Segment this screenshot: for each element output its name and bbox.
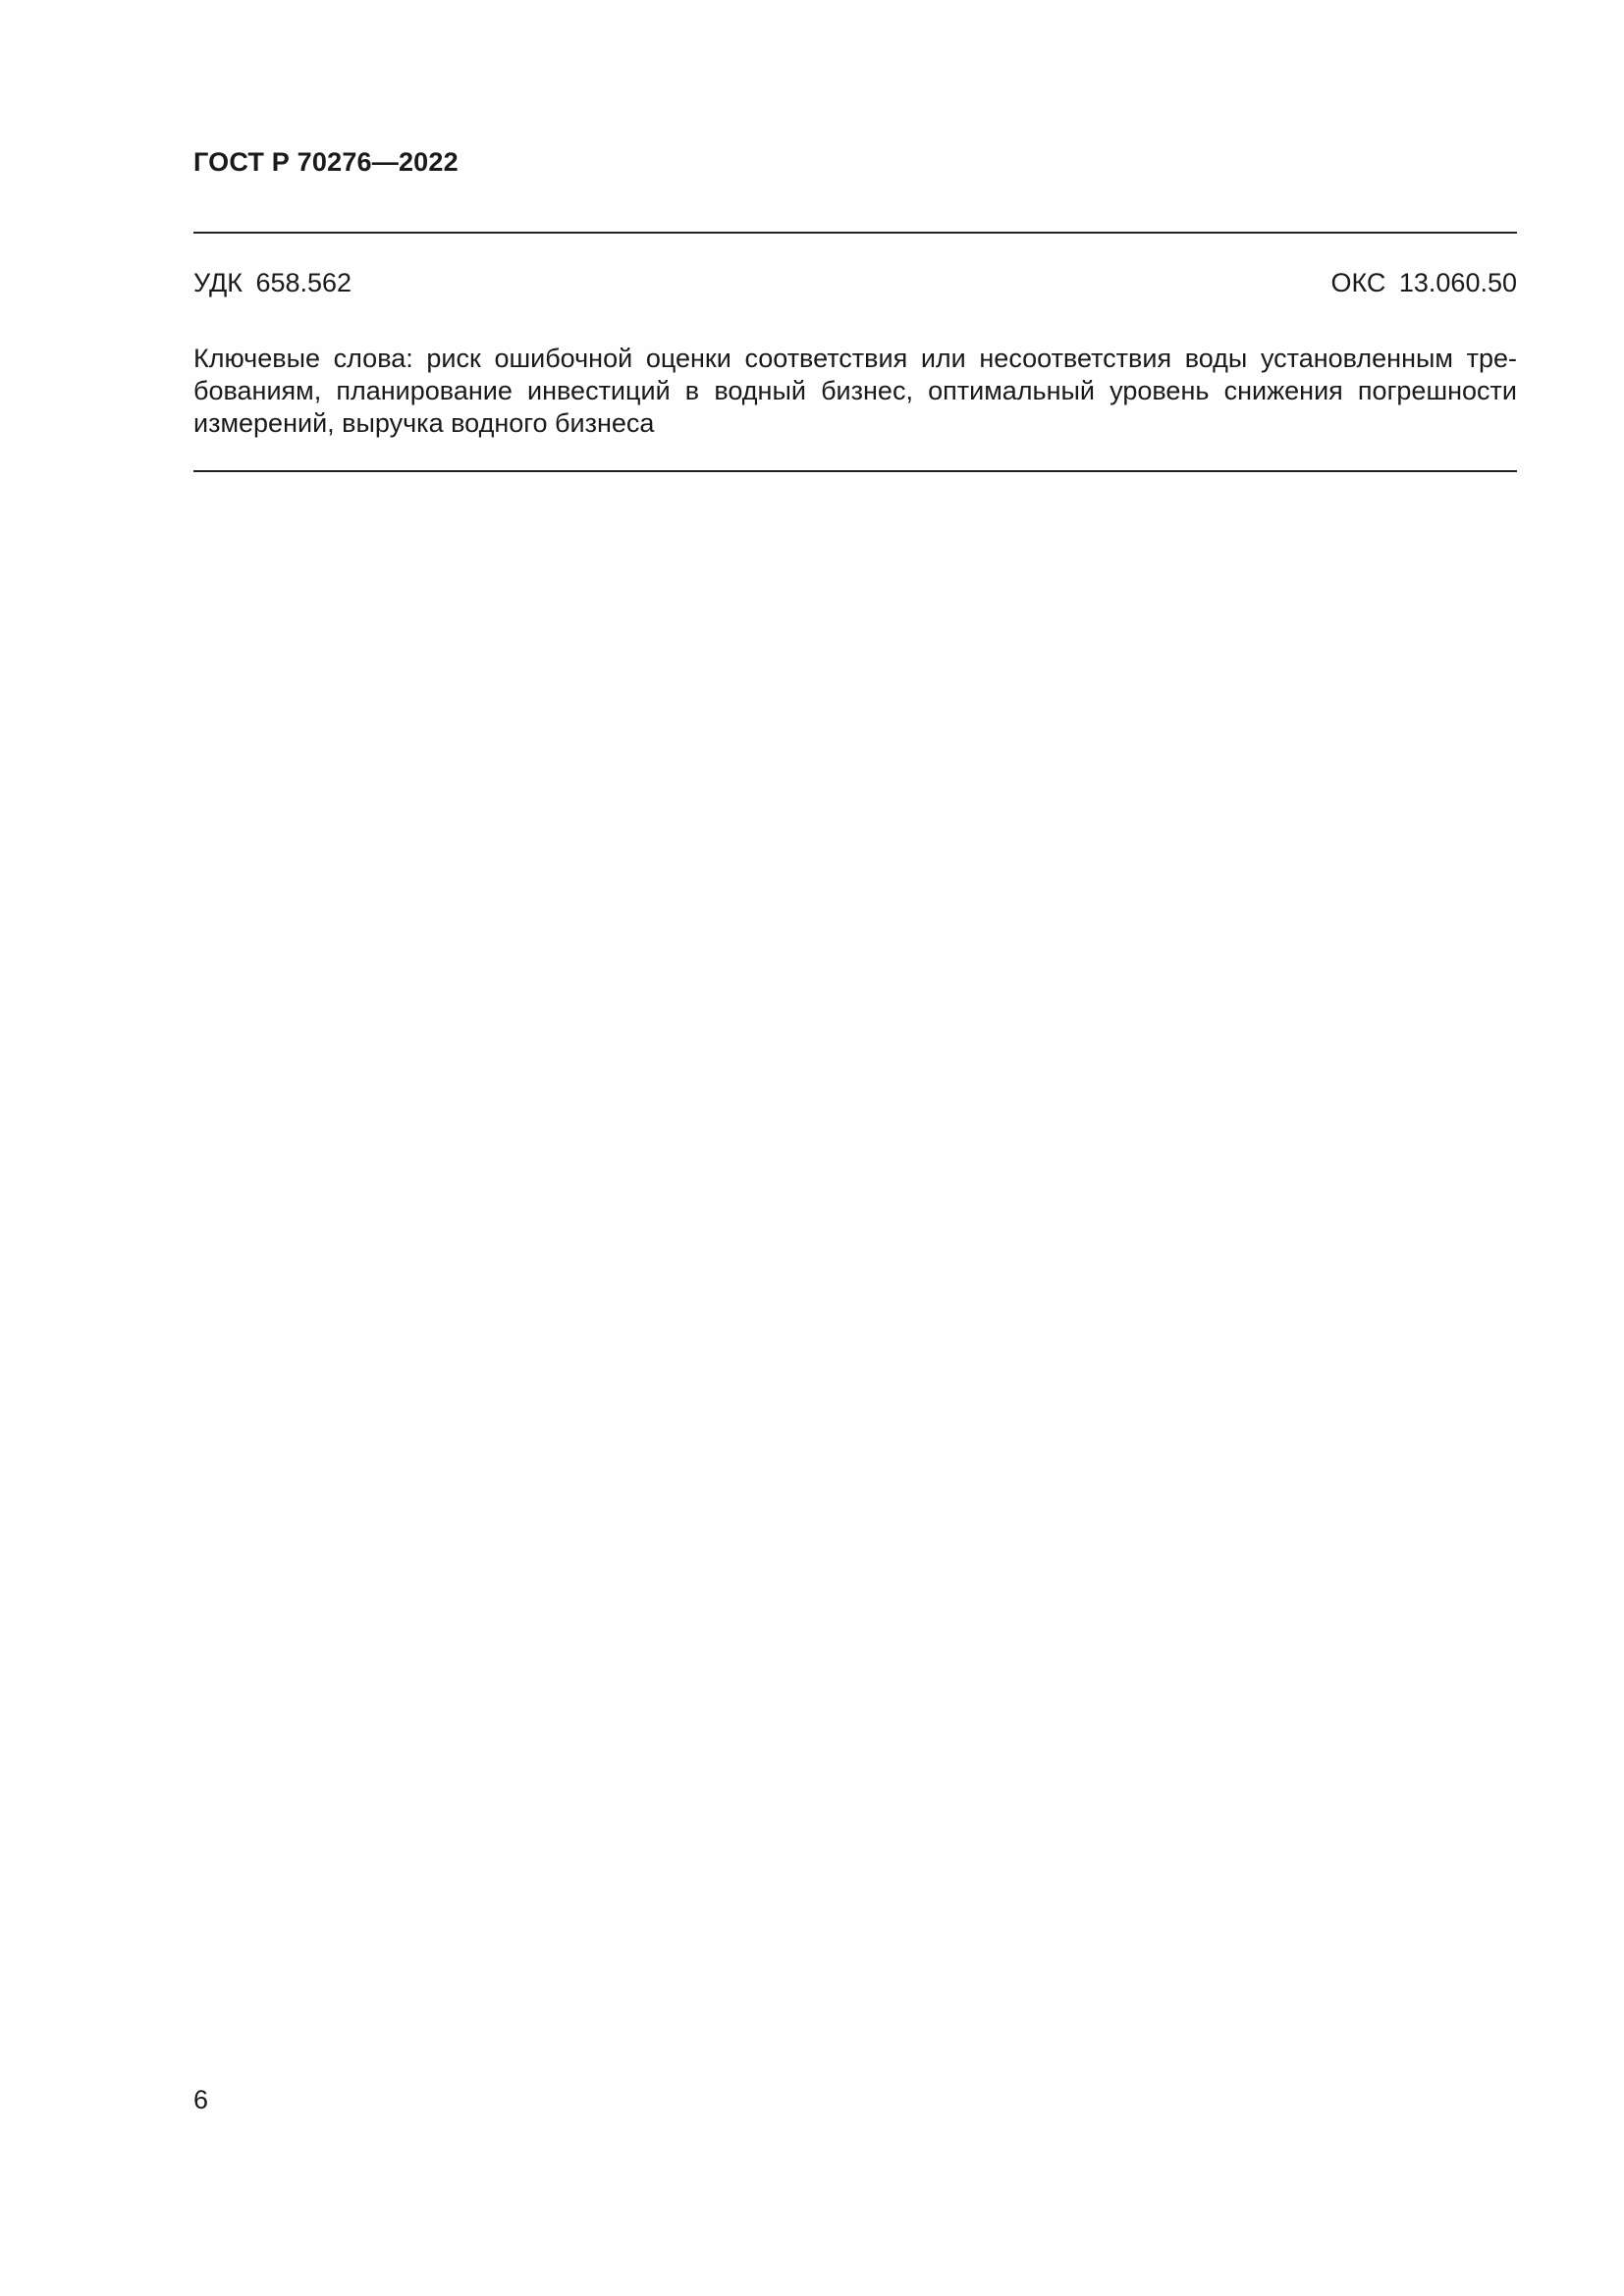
udk-code: УДК 658.562 [193, 268, 352, 297]
keywords-line-1: Ключевые слова: риск ошибочной оценки соответствия или несоответствия воды установленным тре- [193, 344, 1517, 373]
top-divider [193, 232, 1517, 234]
keywords-line-3: измерений, выручка водного бизнеса [193, 408, 655, 438]
page-number: 6 [193, 2085, 209, 2114]
oks-code: ОКС 13.060.50 [1330, 268, 1517, 297]
keywords-line-2: бованиям, планирование инвестиций в водный бизнес, оптимальный уровень снижения погрешности [193, 376, 1517, 405]
keywords-block [193, 343, 1517, 440]
document-standard-number: ГОСТ Р 70276—2022 [193, 147, 459, 177]
bottom-divider [193, 470, 1517, 472]
